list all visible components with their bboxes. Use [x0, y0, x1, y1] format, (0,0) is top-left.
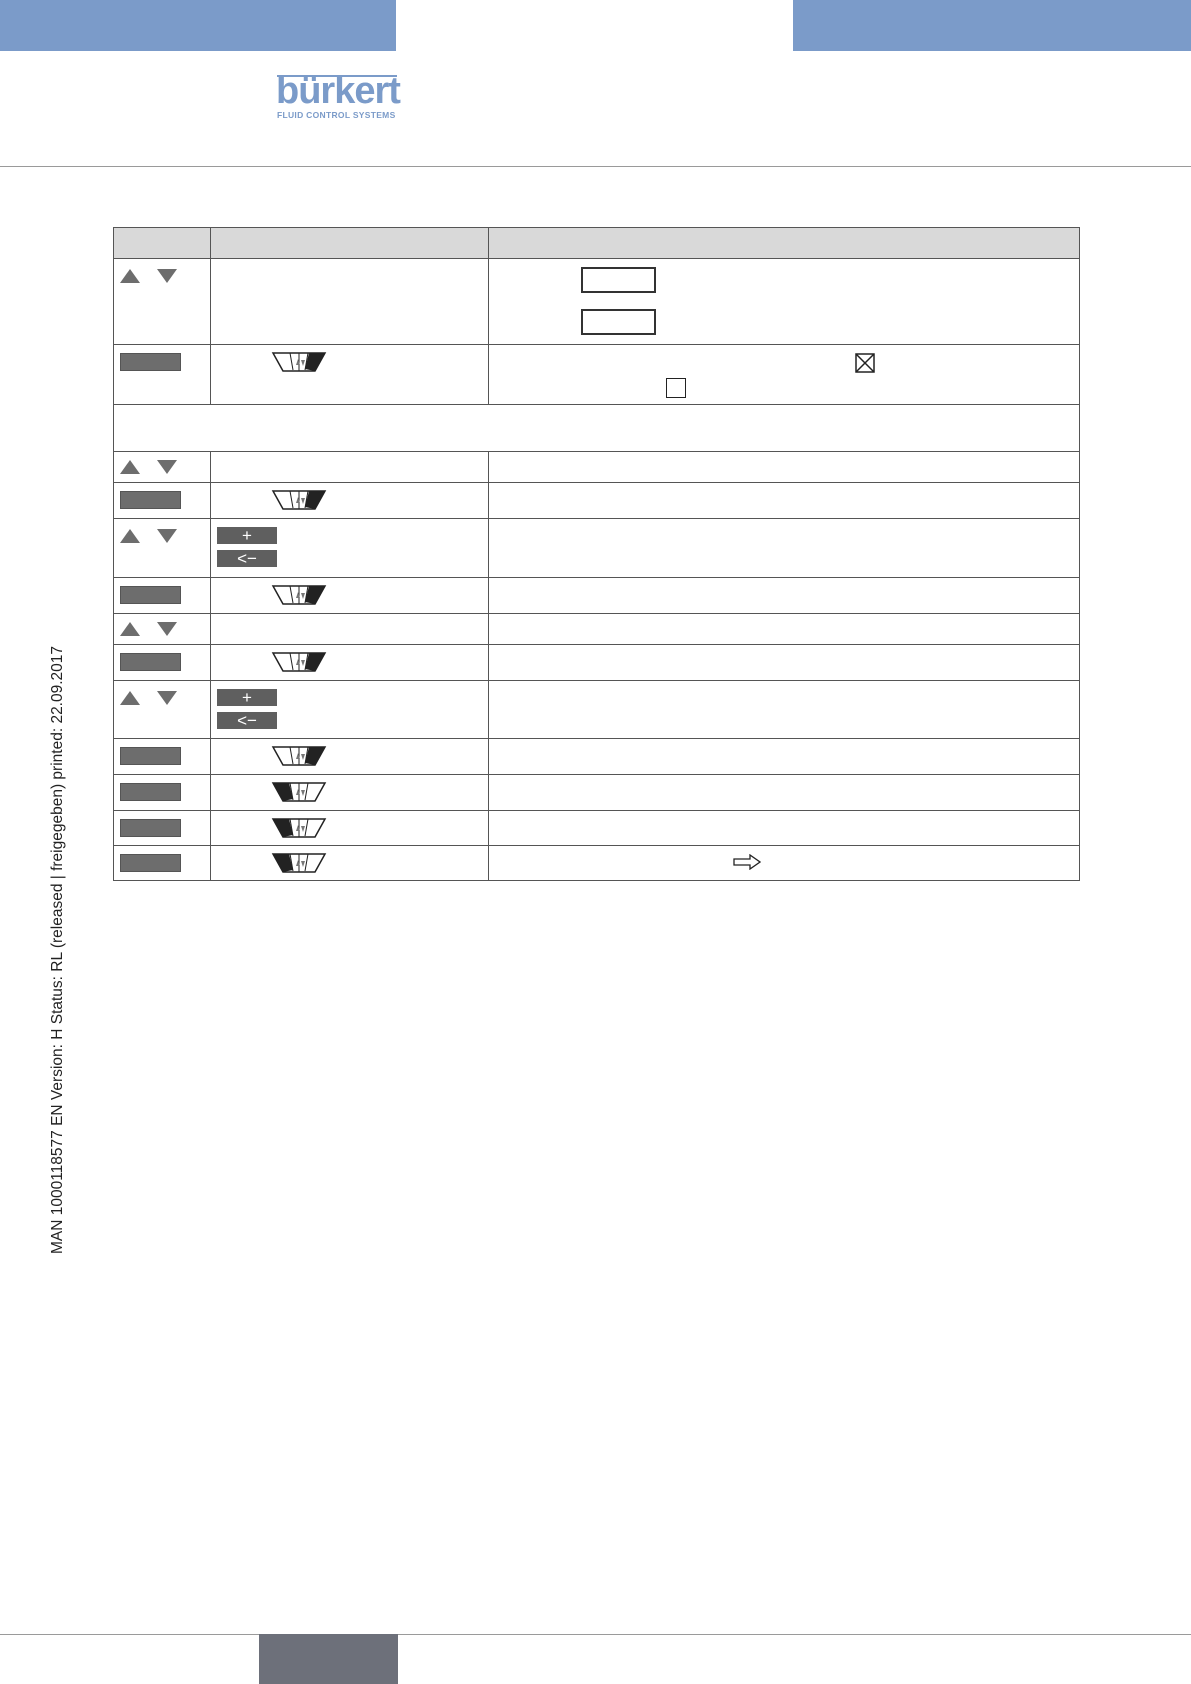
display-field-box [581, 267, 656, 293]
table-row [114, 681, 1080, 739]
arrow-up-icon[interactable] [120, 269, 140, 283]
table-row [114, 519, 1080, 578]
result-cell [489, 681, 1080, 739]
select-key-icon[interactable] [120, 854, 181, 872]
key-cell [114, 811, 211, 846]
key-cell [114, 345, 211, 405]
action-cell [211, 614, 489, 645]
navigation-fan-right-active-icon [271, 351, 327, 373]
action-cell [211, 345, 489, 405]
checkbox-checked-icon [855, 353, 875, 373]
action-cell [211, 519, 489, 578]
action-cell [211, 681, 489, 739]
result-cell [489, 483, 1080, 519]
footer-divider [0, 1634, 1191, 1635]
action-cell [211, 452, 489, 483]
key-cell [114, 681, 211, 739]
key-cell [114, 775, 211, 811]
result-cell [489, 739, 1080, 775]
key-cell [114, 452, 211, 483]
operation-steps-table [113, 227, 1080, 881]
key-cell [114, 614, 211, 645]
action-cell [211, 645, 489, 681]
checkbox-empty-icon [666, 378, 686, 398]
plus-button[interactable]: + [217, 527, 277, 544]
result-cell [489, 775, 1080, 811]
arrow-up-icon[interactable] [120, 460, 140, 474]
backspace-button[interactable]: <− [217, 550, 277, 567]
navigation-fan-right-active-icon [271, 651, 327, 673]
select-key-icon[interactable] [120, 353, 181, 371]
display-field-box [581, 309, 656, 335]
navigation-fan-left-active-icon [271, 852, 327, 874]
result-cell [489, 578, 1080, 614]
table-header-key [114, 228, 211, 259]
right-arrow-icon [733, 854, 761, 870]
result-cell [489, 811, 1080, 846]
action-cell [211, 775, 489, 811]
table-row [114, 578, 1080, 614]
navigation-fan-left-active-icon [271, 817, 327, 839]
header-bar-left [0, 0, 396, 51]
document-side-note: MAN 1000118577 EN Version: H Status: RL (released | freigegeben) printed: 22.09.2017 [49, 645, 66, 1255]
table-row [114, 452, 1080, 483]
table-spanning-row [114, 405, 1080, 452]
arrow-keys [114, 519, 210, 543]
table-row [114, 345, 1080, 405]
arrow-down-icon[interactable] [157, 269, 177, 283]
result-cell [489, 645, 1080, 681]
logo-tagline: FLUID CONTROL SYSTEMS [277, 110, 396, 120]
navigation-fan-right-active-icon [271, 489, 327, 511]
table-row [114, 645, 1080, 681]
action-cell [211, 846, 489, 881]
result-cell [489, 614, 1080, 645]
burkert-logo [276, 71, 398, 123]
table-row [114, 811, 1080, 846]
arrow-up-icon[interactable] [120, 622, 140, 636]
arrow-keys [114, 681, 210, 705]
edit-buttons [211, 681, 488, 729]
result-cell [489, 259, 1080, 345]
arrow-down-icon[interactable] [157, 460, 177, 474]
key-cell [114, 483, 211, 519]
arrow-up-icon[interactable] [120, 529, 140, 543]
key-cell [114, 259, 211, 345]
table-header-row [114, 228, 1080, 259]
select-key-icon[interactable] [120, 586, 181, 604]
arrow-down-icon[interactable] [157, 691, 177, 705]
action-cell [211, 578, 489, 614]
edit-buttons [211, 519, 488, 567]
navigation-fan-left-active-icon [271, 781, 327, 803]
footer-page-tab [259, 1634, 398, 1684]
arrow-keys [114, 259, 210, 283]
spanning-cell [114, 405, 1080, 452]
header-bar-right [793, 0, 1191, 51]
table-row [114, 259, 1080, 345]
select-key-icon[interactable] [120, 747, 181, 765]
table-header-action [211, 228, 489, 259]
action-cell [211, 739, 489, 775]
arrow-down-icon[interactable] [157, 622, 177, 636]
logo-wordmark: bürkert [276, 70, 400, 112]
arrow-down-icon[interactable] [157, 529, 177, 543]
key-cell [114, 739, 211, 775]
table-row [114, 614, 1080, 645]
navigation-fan-right-active-icon [271, 584, 327, 606]
table-header-result [489, 228, 1080, 259]
result-cell [489, 345, 1080, 405]
select-key-icon[interactable] [120, 491, 181, 509]
result-cell [489, 846, 1080, 881]
plus-button[interactable]: + [217, 689, 277, 706]
select-key-icon[interactable] [120, 783, 181, 801]
navigation-fan-right-active-icon [271, 745, 327, 767]
table-row [114, 846, 1080, 881]
select-key-icon[interactable] [120, 653, 181, 671]
table-row [114, 483, 1080, 519]
arrow-keys [114, 452, 210, 474]
table-row [114, 775, 1080, 811]
select-key-icon[interactable] [120, 819, 181, 837]
arrow-up-icon[interactable] [120, 691, 140, 705]
key-cell [114, 846, 211, 881]
backspace-button[interactable]: <− [217, 712, 277, 729]
result-cell [489, 519, 1080, 578]
key-cell [114, 519, 211, 578]
key-cell [114, 645, 211, 681]
arrow-keys [114, 614, 210, 636]
table-row [114, 739, 1080, 775]
key-cell [114, 578, 211, 614]
action-cell [211, 811, 489, 846]
header-divider [0, 166, 1191, 167]
action-cell [211, 259, 489, 345]
result-cell [489, 452, 1080, 483]
action-cell [211, 483, 489, 519]
